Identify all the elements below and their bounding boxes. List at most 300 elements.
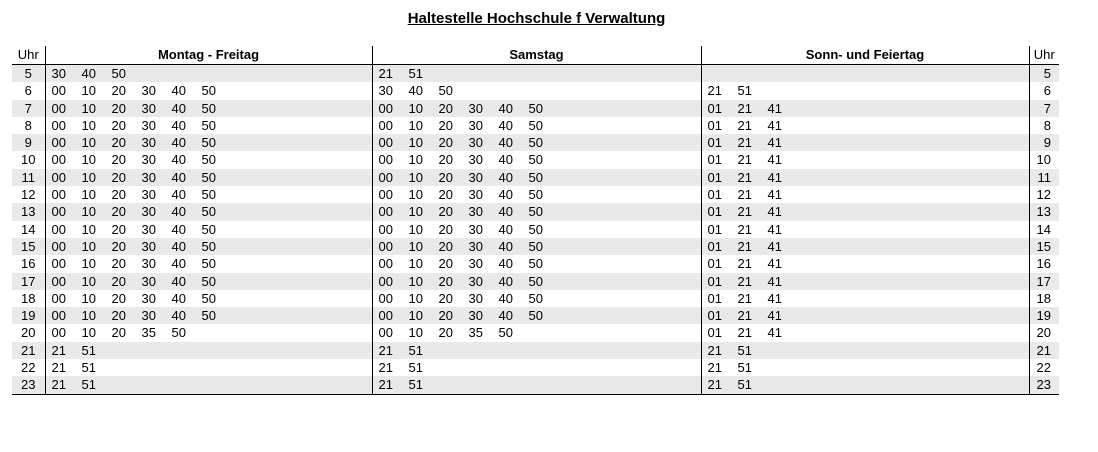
departure-minute: 20: [438, 238, 453, 254]
departure-minute: 40: [498, 152, 513, 168]
departure-minute: 10: [81, 135, 96, 151]
departure-minute: 30: [141, 273, 156, 289]
departure-minute: 00: [51, 238, 66, 254]
departure-minute: 50: [528, 290, 543, 306]
departure-minute: 40: [408, 83, 423, 99]
departure-minute: 30: [141, 117, 156, 133]
departure-minute: 50: [201, 238, 216, 254]
weekday-departures: [45, 117, 372, 134]
hour-cell-right: 8: [1043, 117, 1051, 133]
departure-minute: 00: [51, 204, 66, 220]
departure-minute: 00: [378, 100, 393, 116]
hour-cell-right: 9: [1029, 134, 1059, 151]
weekday-departures: [45, 203, 372, 220]
departure-minute: 41: [767, 273, 782, 289]
departure-minute: 00: [378, 117, 393, 133]
weekday-departures: [45, 169, 372, 186]
departure-minute: 10: [408, 187, 423, 203]
departure-minute: 41: [767, 290, 782, 306]
table-row: [12, 342, 1059, 359]
hour-cell-left: 16: [12, 255, 45, 272]
hour-cell-right: 6: [1043, 83, 1051, 99]
departure-minute: 21: [51, 377, 66, 393]
hour-cell-left: 9: [12, 134, 45, 151]
saturday-departures: [372, 151, 701, 168]
departure-minute: 51: [737, 377, 752, 393]
sunday-departures: [701, 169, 1029, 186]
departure-minute: 41: [767, 238, 782, 254]
departure-minute: 01: [707, 100, 722, 116]
departure-minute: 30: [141, 238, 156, 254]
departure-minute: 10: [408, 169, 423, 185]
hour-cell-left: 20: [12, 324, 45, 341]
saturday-departures: [372, 324, 701, 341]
sunday-departures: [701, 342, 1029, 359]
departure-minute: 00: [378, 204, 393, 220]
departure-minute: 20: [438, 273, 453, 289]
departure-minute: 00: [378, 238, 393, 254]
departure-minute: 00: [51, 117, 66, 133]
departure-minute: 21: [737, 290, 752, 306]
departure-minute: 00: [51, 83, 66, 99]
saturday-departures: [372, 238, 701, 255]
departure-minute: 50: [201, 135, 216, 151]
departure-minute: 40: [498, 273, 513, 289]
departure-minute: 50: [201, 204, 216, 220]
departure-minute: 50: [528, 256, 543, 272]
departure-minute: 01: [707, 204, 722, 220]
departure-minute: 20: [111, 100, 126, 116]
hour-cell-right: 15: [1029, 238, 1059, 255]
departure-minute: 20: [111, 256, 126, 272]
saturday-header: Samstag: [372, 46, 701, 65]
departure-minute: 20: [438, 100, 453, 116]
departure-minute: 50: [528, 308, 543, 324]
departure-minute: 10: [81, 117, 96, 133]
departure-minute: 10: [408, 273, 423, 289]
departure-minute: 30: [468, 273, 483, 289]
departure-minute: 30: [141, 290, 156, 306]
departure-minute: 40: [171, 152, 186, 168]
weekday-departures: [45, 342, 372, 359]
hour-cell-left: 17: [12, 273, 45, 290]
table-row: [12, 65, 1059, 83]
departure-minute: 01: [707, 135, 722, 151]
table-row: [12, 307, 1059, 324]
departure-minute: 50: [528, 100, 543, 116]
hour-cell-right: 19: [1029, 307, 1059, 324]
departure-minute: 21: [707, 360, 722, 376]
departure-minute: 40: [498, 117, 513, 133]
departure-minute: 10: [408, 135, 423, 151]
departure-minute: 00: [51, 187, 66, 203]
departure-minute: 30: [141, 308, 156, 324]
sunday-header: Sonn- und Feiertag: [701, 46, 1029, 65]
departure-minute: 10: [81, 187, 96, 203]
departure-minute: 20: [438, 135, 453, 151]
saturday-departures: [372, 273, 701, 290]
sunday-departures: [701, 238, 1029, 255]
departure-minute: 50: [201, 221, 216, 237]
departure-minute: 30: [468, 117, 483, 133]
departure-minute: 30: [141, 204, 156, 220]
departure-minute: 20: [111, 308, 126, 324]
departure-minute: 51: [737, 360, 752, 376]
hour-cell-left: 7: [12, 100, 45, 117]
departure-minute: 10: [81, 273, 96, 289]
sunday-departures: [701, 117, 1029, 134]
table-row: [12, 290, 1059, 307]
departure-minute: 21: [737, 221, 752, 237]
weekday-departures: [45, 290, 372, 307]
departure-minute: 01: [707, 308, 722, 324]
weekday-header: Montag - Freitag: [45, 46, 372, 65]
departure-minute: 40: [498, 290, 513, 306]
departure-minute: 10: [408, 325, 423, 341]
departure-minute: 20: [438, 169, 453, 185]
departure-minute: 10: [81, 308, 96, 324]
departure-minute: 30: [51, 66, 66, 81]
sunday-departures: [701, 273, 1029, 290]
hour-cell-left: 23: [12, 376, 45, 394]
departure-minute: 20: [438, 152, 453, 168]
saturday-departures: [372, 255, 701, 272]
departure-minute: 51: [408, 377, 423, 393]
table-row: [12, 100, 1059, 117]
departure-minute: 50: [498, 325, 513, 341]
departure-minute: 40: [498, 308, 513, 324]
departure-minute: 00: [51, 100, 66, 116]
departure-minute: 40: [171, 100, 186, 116]
departure-minute: 10: [81, 204, 96, 220]
hour-cell-right: 12: [1036, 187, 1051, 203]
departure-minute: 01: [707, 325, 722, 341]
saturday-departures: [372, 82, 701, 99]
departure-minute: 10: [408, 308, 423, 324]
departure-minute: 21: [737, 273, 752, 289]
hour-cell-left: 18: [12, 290, 45, 307]
hour-cell-right: 21: [1029, 342, 1059, 359]
departure-minute: 40: [171, 117, 186, 133]
departure-minute: 20: [111, 273, 126, 289]
sunday-departures: [701, 134, 1029, 151]
hour-cell-right: 7: [1029, 100, 1059, 117]
departure-minute: 20: [438, 117, 453, 133]
weekday-departures: [45, 307, 372, 324]
departure-minute: 10: [408, 221, 423, 237]
departure-minute: 10: [408, 290, 423, 306]
departure-minute: 10: [81, 325, 96, 341]
weekday-departures: [45, 359, 372, 376]
departure-minute: 20: [111, 238, 126, 254]
weekday-departures: [45, 376, 372, 394]
departure-minute: 41: [767, 117, 782, 133]
sunday-departures: [701, 324, 1029, 341]
departure-minute: 30: [468, 135, 483, 151]
departure-minute: 20: [111, 187, 126, 203]
hour-cell-left: 6: [12, 82, 45, 99]
departure-minute: 00: [51, 273, 66, 289]
departure-minute: 20: [111, 152, 126, 168]
departure-minute: 30: [141, 100, 156, 116]
table-row: [12, 82, 1059, 99]
hour-cell-left: 14: [12, 221, 45, 238]
hour-cell-right: 17: [1029, 273, 1059, 290]
departure-minute: 00: [378, 221, 393, 237]
header-row: [12, 46, 1059, 65]
hour-cell-right: 16: [1036, 256, 1051, 272]
departure-minute: 00: [51, 169, 66, 185]
departure-minute: 20: [111, 221, 126, 237]
departure-minute: 21: [707, 83, 722, 99]
departure-minute: 01: [707, 187, 722, 203]
uhr-right-header: Uhr: [1029, 46, 1059, 65]
departure-minute: 21: [737, 117, 752, 133]
table-row: [12, 221, 1059, 238]
departure-minute: 50: [528, 187, 543, 203]
departure-minute: 21: [378, 342, 393, 358]
hour-cell-left: 10: [12, 151, 45, 168]
departure-minute: 51: [737, 342, 752, 358]
departure-minute: 30: [141, 221, 156, 237]
departure-minute: 41: [767, 187, 782, 203]
saturday-departures: [372, 134, 701, 151]
departure-minute: 50: [201, 83, 216, 99]
table-row: [12, 255, 1059, 272]
saturday-departures: [372, 186, 701, 203]
departure-minute: 21: [737, 100, 752, 116]
weekday-departures: [45, 221, 372, 238]
departure-minute: 21: [737, 238, 752, 254]
departure-minute: 40: [171, 308, 186, 324]
hour-cell-left: 21: [12, 342, 45, 359]
saturday-departures: [372, 117, 701, 134]
hour-cell-right: 14: [1036, 221, 1051, 237]
departure-minute: 40: [171, 256, 186, 272]
uhr-left-header: Uhr: [12, 46, 45, 65]
departure-minute: 50: [528, 152, 543, 168]
table-row: [12, 134, 1059, 151]
departure-minute: 21: [737, 135, 752, 151]
departure-minute: 01: [707, 256, 722, 272]
departure-minute: 01: [707, 152, 722, 168]
departure-minute: 40: [171, 135, 186, 151]
departure-minute: 30: [468, 256, 483, 272]
departure-minute: 41: [767, 100, 782, 116]
departure-minute: 21: [737, 152, 752, 168]
sunday-departures: [701, 186, 1029, 203]
hour-cell-left: 5: [12, 65, 45, 83]
departure-minute: 50: [528, 238, 543, 254]
departure-minute: 10: [81, 152, 96, 168]
departure-minute: 35: [141, 325, 156, 341]
timetable: [12, 46, 1059, 395]
departure-minute: 20: [438, 187, 453, 203]
departure-minute: 30: [378, 83, 393, 99]
departure-minute: 10: [408, 117, 423, 133]
departure-minute: 51: [737, 83, 752, 99]
departure-minute: 20: [111, 117, 126, 133]
departure-minute: 30: [141, 169, 156, 185]
departure-minute: 30: [141, 135, 156, 151]
departure-minute: 40: [171, 169, 186, 185]
departure-minute: 00: [378, 325, 393, 341]
departure-minute: 50: [201, 187, 216, 203]
saturday-departures: [372, 342, 701, 359]
departure-minute: 40: [498, 135, 513, 151]
departure-minute: 10: [81, 256, 96, 272]
departure-minute: 50: [201, 290, 216, 306]
hour-cell-right: 10: [1036, 152, 1051, 168]
hour-cell-right: 11: [1029, 169, 1059, 186]
departure-minute: 00: [51, 290, 66, 306]
departure-minute: 41: [767, 256, 782, 272]
hour-cell-left: 19: [12, 307, 45, 324]
departure-minute: 30: [468, 187, 483, 203]
departure-minute: 00: [51, 256, 66, 272]
hour-cell-right: 18: [1036, 290, 1051, 306]
departure-minute: 01: [707, 169, 722, 185]
departure-minute: 10: [81, 221, 96, 237]
departure-minute: 41: [767, 152, 782, 168]
departure-minute: 21: [378, 360, 393, 376]
sunday-departures: [701, 307, 1029, 324]
saturday-departures: [372, 307, 701, 324]
departure-minute: 21: [51, 360, 66, 376]
departure-minute: 40: [171, 187, 186, 203]
departure-minute: 50: [438, 83, 453, 99]
departure-minute: 10: [81, 169, 96, 185]
departure-minute: 40: [171, 221, 186, 237]
sunday-departures: [701, 290, 1029, 307]
departure-minute: 20: [111, 325, 126, 341]
weekday-departures: [45, 82, 372, 99]
departure-minute: 21: [737, 308, 752, 324]
departure-minute: 20: [111, 83, 126, 99]
departure-minute: 01: [707, 238, 722, 254]
departure-minute: 40: [171, 273, 186, 289]
hour-cell-right: 23: [1029, 376, 1059, 394]
departure-minute: 50: [528, 135, 543, 151]
departure-minute: 00: [51, 325, 66, 341]
departure-minute: 50: [201, 169, 216, 185]
departure-minute: 10: [408, 152, 423, 168]
departure-minute: 20: [111, 169, 126, 185]
hour-cell-right: 22: [1036, 360, 1051, 376]
departure-minute: 00: [378, 290, 393, 306]
departure-minute: 30: [468, 290, 483, 306]
table-row: [12, 359, 1059, 376]
departure-minute: 00: [378, 273, 393, 289]
departure-minute: 40: [498, 100, 513, 116]
weekday-departures: [45, 100, 372, 117]
departure-minute: 40: [171, 83, 186, 99]
hour-cell-left: 8: [12, 117, 45, 134]
saturday-departures: [372, 359, 701, 376]
timetable-body: [12, 65, 1059, 395]
sunday-departures: [701, 203, 1029, 220]
departure-minute: 00: [378, 169, 393, 185]
saturday-departures: [372, 290, 701, 307]
saturday-departures: [372, 376, 701, 394]
departure-minute: 30: [141, 256, 156, 272]
hour-cell-left: 13: [12, 203, 45, 220]
weekday-departures: [45, 273, 372, 290]
departure-minute: 01: [707, 273, 722, 289]
weekday-departures: [45, 255, 372, 272]
departure-minute: 10: [408, 204, 423, 220]
departure-minute: 40: [81, 66, 96, 81]
departure-minute: 40: [498, 221, 513, 237]
table-row: [12, 273, 1059, 290]
departure-minute: 20: [438, 325, 453, 341]
departure-minute: 10: [81, 83, 96, 99]
hour-cell-left: 11: [12, 169, 45, 186]
hour-cell-right: 5: [1029, 65, 1059, 83]
departure-minute: 51: [408, 342, 423, 358]
departure-minute: 20: [438, 308, 453, 324]
sunday-departures: [701, 376, 1029, 394]
departure-minute: 41: [767, 169, 782, 185]
departure-minute: 30: [141, 83, 156, 99]
sunday-departures: [701, 65, 1029, 83]
departure-minute: 50: [528, 204, 543, 220]
departure-minute: 00: [51, 221, 66, 237]
departure-minute: 40: [498, 187, 513, 203]
weekday-departures: [45, 65, 372, 83]
departure-minute: 00: [51, 152, 66, 168]
departure-minute: 00: [378, 256, 393, 272]
departure-minute: 21: [707, 377, 722, 393]
hour-cell-right: 20: [1036, 325, 1051, 341]
hour-cell-left: 12: [12, 186, 45, 203]
departure-minute: 21: [737, 169, 752, 185]
saturday-departures: [372, 203, 701, 220]
departure-minute: 51: [408, 66, 423, 81]
departure-minute: 30: [141, 152, 156, 168]
table-row: [12, 169, 1059, 186]
departure-minute: 21: [707, 342, 722, 358]
departure-minute: 50: [528, 273, 543, 289]
departure-minute: 50: [201, 100, 216, 116]
departure-minute: 41: [767, 308, 782, 324]
departure-minute: 30: [468, 204, 483, 220]
departure-minute: 20: [111, 204, 126, 220]
departure-minute: 00: [378, 135, 393, 151]
departure-minute: 50: [201, 273, 216, 289]
weekday-departures: [45, 324, 372, 341]
departure-minute: 30: [141, 187, 156, 203]
departure-minute: 51: [81, 342, 96, 358]
departure-minute: 21: [737, 204, 752, 220]
table-row: [12, 186, 1059, 203]
weekday-departures: [45, 238, 372, 255]
departure-minute: 30: [468, 100, 483, 116]
weekday-departures: [45, 151, 372, 168]
departure-minute: 21: [378, 377, 393, 393]
departure-minute: 10: [81, 290, 96, 306]
departure-minute: 21: [378, 66, 393, 81]
saturday-departures: [372, 100, 701, 117]
departure-minute: 40: [498, 238, 513, 254]
departure-minute: 51: [81, 360, 96, 376]
departure-minute: 50: [528, 169, 543, 185]
departure-minute: 41: [767, 204, 782, 220]
departure-minute: 00: [378, 152, 393, 168]
page-title: Haltestelle Hochschule f Verwaltung: [407, 10, 666, 27]
departure-minute: 40: [498, 256, 513, 272]
departure-minute: 00: [51, 308, 66, 324]
